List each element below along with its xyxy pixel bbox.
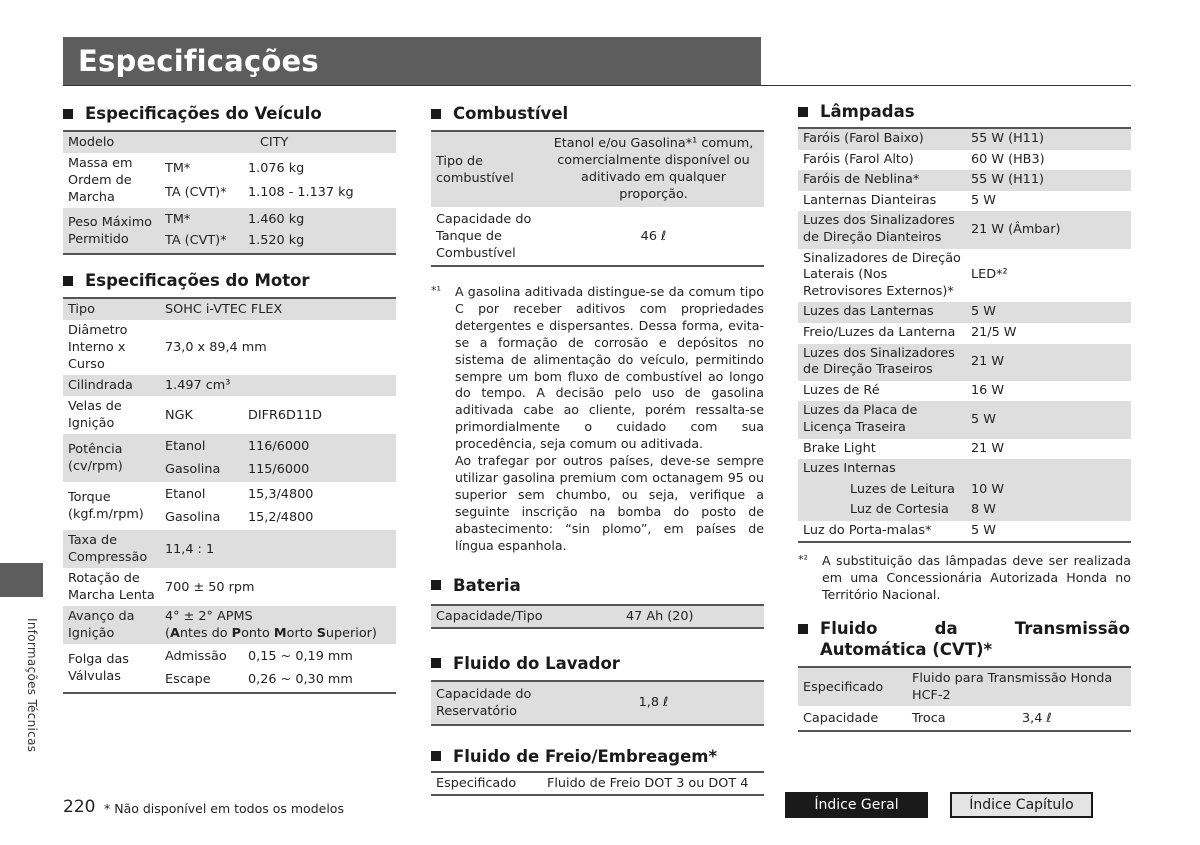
table-row: Massa em Ordem de Marcha TM* 1.076 kg	[68, 156, 305, 205]
table-row: Rotação de Marcha Lenta 700 ± 50 rpm	[68, 571, 255, 603]
table-row: Luzes dos Sinalizadores de Direção Dianteiros 21 W (Âmbar)	[798, 211, 1131, 248]
table-cvt	[798, 666, 1131, 732]
section-title-freio: Fluido de Freio/Embreagem*	[431, 746, 764, 767]
table-combustivel	[431, 130, 764, 267]
column-left	[63, 103, 396, 694]
table-row: Brake Light 21 W	[803, 440, 1005, 456]
page-number: 220	[63, 797, 96, 817]
avanco-legend: (Antes do Ponto Morto Superior)	[165, 626, 377, 641]
section-title-veiculo: Especificações do Veículo	[63, 103, 396, 124]
table-row: Gasolina 115/6000	[63, 457, 396, 482]
table-row: Torque (kgf.m/rpm) Etanol 15,3/4800	[68, 487, 314, 522]
page-footnote: * Não disponível em todos os modelos	[104, 801, 344, 816]
table-row: Escape 0,26 ~ 0,30 mm	[165, 672, 353, 687]
table-row: Avanço da Ignição 4° ± 2° APMS (Antes do Ponto Morto Superior)	[63, 606, 396, 644]
bullet-square-icon	[431, 580, 441, 590]
table-row: Taxa de Compressão 11,4 : 1	[63, 530, 396, 568]
table-row: Capacidade Troca 3,4 ℓ	[803, 710, 1052, 727]
table-row: Cilindrada 1.497 cm³	[63, 375, 396, 396]
bullet-square-icon	[63, 276, 73, 286]
page-title: Especificações	[78, 44, 319, 78]
table-lampadas	[798, 127, 1131, 543]
section-title-bateria: Bateria	[431, 575, 764, 596]
table-row: Lanternas Dianteiras 5 W	[803, 192, 996, 208]
table-lavador	[431, 680, 764, 726]
table-row: Luz do Porta-malas* 5 W	[803, 522, 996, 538]
table-row: Especificado Fluido de Freio DOT 3 ou DOT 4	[436, 775, 749, 791]
section-title-motor: Especificações do Motor	[63, 270, 396, 291]
bullet-square-icon	[431, 658, 441, 668]
lamp-footnote: *² A substituição das lâmpadas deve ser realizada em uma Concessionária Autorizada Honda no Território Nacional.	[798, 553, 1131, 603]
table-row: Luzes dos Sinalizadores de Direção Traseiros 21 W	[798, 344, 1131, 381]
table-row: Tipo SOHC i-VTEC FLEX	[63, 298, 396, 320]
table-row: TA (CVT)* 1.520 kg	[63, 230, 396, 254]
table-row: Capacidade do Tanque de Combustível 46 ℓ	[436, 212, 667, 261]
table-veiculo	[63, 130, 396, 255]
bullet-square-icon	[798, 107, 808, 117]
table-row: Modelo CITY	[63, 131, 396, 153]
section-title-lavador: Fluido do Lavador	[431, 653, 764, 674]
table-bateria	[431, 604, 764, 629]
table-row: Faróis (Farol Baixo) 55 W (H11)	[798, 128, 1131, 150]
table-row: Freio/Luzes da Lanterna 21/5 W	[803, 324, 1017, 340]
table-row: Capacidade do Reservatório 1,8 ℓ	[431, 681, 764, 725]
table-row: Sinalizadores de Direção Laterais (Nos Retrovisores Externos)* LED*²	[803, 250, 1008, 299]
column-right	[798, 101, 1131, 732]
table-row: Faróis de Neblina* 55 W (H11)	[798, 170, 1131, 191]
chapter-label: Informações Técnicas	[25, 618, 39, 753]
table-row: Tipo de combustível Etanol e/ou Gasolina*¹ comum, comercialmente disponível ou aditivado em qualquer proporção.	[431, 131, 764, 207]
table-row: Especificado Fluido para Transmissão Honda HCF-2	[798, 667, 1131, 706]
table-motor	[63, 297, 396, 694]
indice-geral-button[interactable]: Índice Geral	[785, 792, 928, 818]
table-row: Gasolina 15,2/4800	[165, 510, 314, 525]
table-freio	[431, 771, 764, 796]
section-title-combustivel: Combustível	[431, 103, 764, 124]
bullet-square-icon	[798, 624, 808, 634]
column-middle	[431, 103, 764, 796]
bullet-square-icon	[63, 109, 73, 119]
table-row: Luzes Internas	[798, 459, 1131, 480]
fuel-footnote: *¹ A gasolina aditivada distingue-se da comum tipo C por receber aditivos com propriedades detergentes e dispersantes. Dessa forma, evita-se a formação de corrosão e depósitos no sistema de alimentação do veículo, permitindo sempre um bom fluxo de combustível ao longo do tempo. A decisão pelo uso de gasolina aditivada cabe ao cliente, porém ressalta-se primordialmente o cuidado com sua procedência, seja comum ou aditivada. Ao trafegar por outros países, deve-se sempre utilizar gasolina premium com octanagem 95 ou superior sem chumbo, ou seja, verifique a seguinte inscrição na bomba do posto de abastecimento: “sin plomo”, em países de língua espanhola.	[431, 284, 764, 553]
table-row: Velas de Ignição NGK DIFR6D11D	[68, 399, 323, 431]
bullet-square-icon	[431, 109, 441, 119]
table-row: Peso Máximo Permitido TM* 1.460 kg	[63, 208, 396, 230]
page-title-bar	[63, 37, 761, 85]
section-title-cvt: Fluido da Transmissão Automática (CVT)*	[798, 618, 1131, 660]
table-row: Potência (cv/rpm) Etanol 116/6000	[63, 434, 396, 457]
table-row: Luzes de Ré 16 W	[803, 382, 1005, 398]
table-row: Capacidade/Tipo 47 Ah (20)	[431, 605, 764, 628]
table-row: Luz de Cortesia 8 W	[798, 500, 1131, 521]
indice-capitulo-button[interactable]: Índice Capítulo	[950, 792, 1093, 818]
table-row: Folga das Válvulas Admissão 0,15 ~ 0,19 mm	[68, 649, 353, 684]
table-row: Luzes da Placa de Licença Traseira 5 W	[798, 401, 1131, 438]
chapter-tab[interactable]	[0, 563, 43, 597]
table-row: Luzes de Leitura 10 W	[798, 480, 1131, 501]
table-row: Diâmetro Interno x Curso 73,0 x 89,4 mm	[68, 323, 267, 372]
title-divider	[63, 85, 1131, 86]
bullet-square-icon	[431, 751, 441, 761]
table-row: TA (CVT)* 1.108 - 1.137 kg	[165, 184, 354, 200]
section-title-lampadas: Lâmpadas	[798, 101, 1131, 122]
table-row: Faróis (Farol Alto) 60 W (HB3)	[803, 151, 1045, 167]
table-row: Luzes das Lanternas 5 W	[798, 302, 1131, 323]
